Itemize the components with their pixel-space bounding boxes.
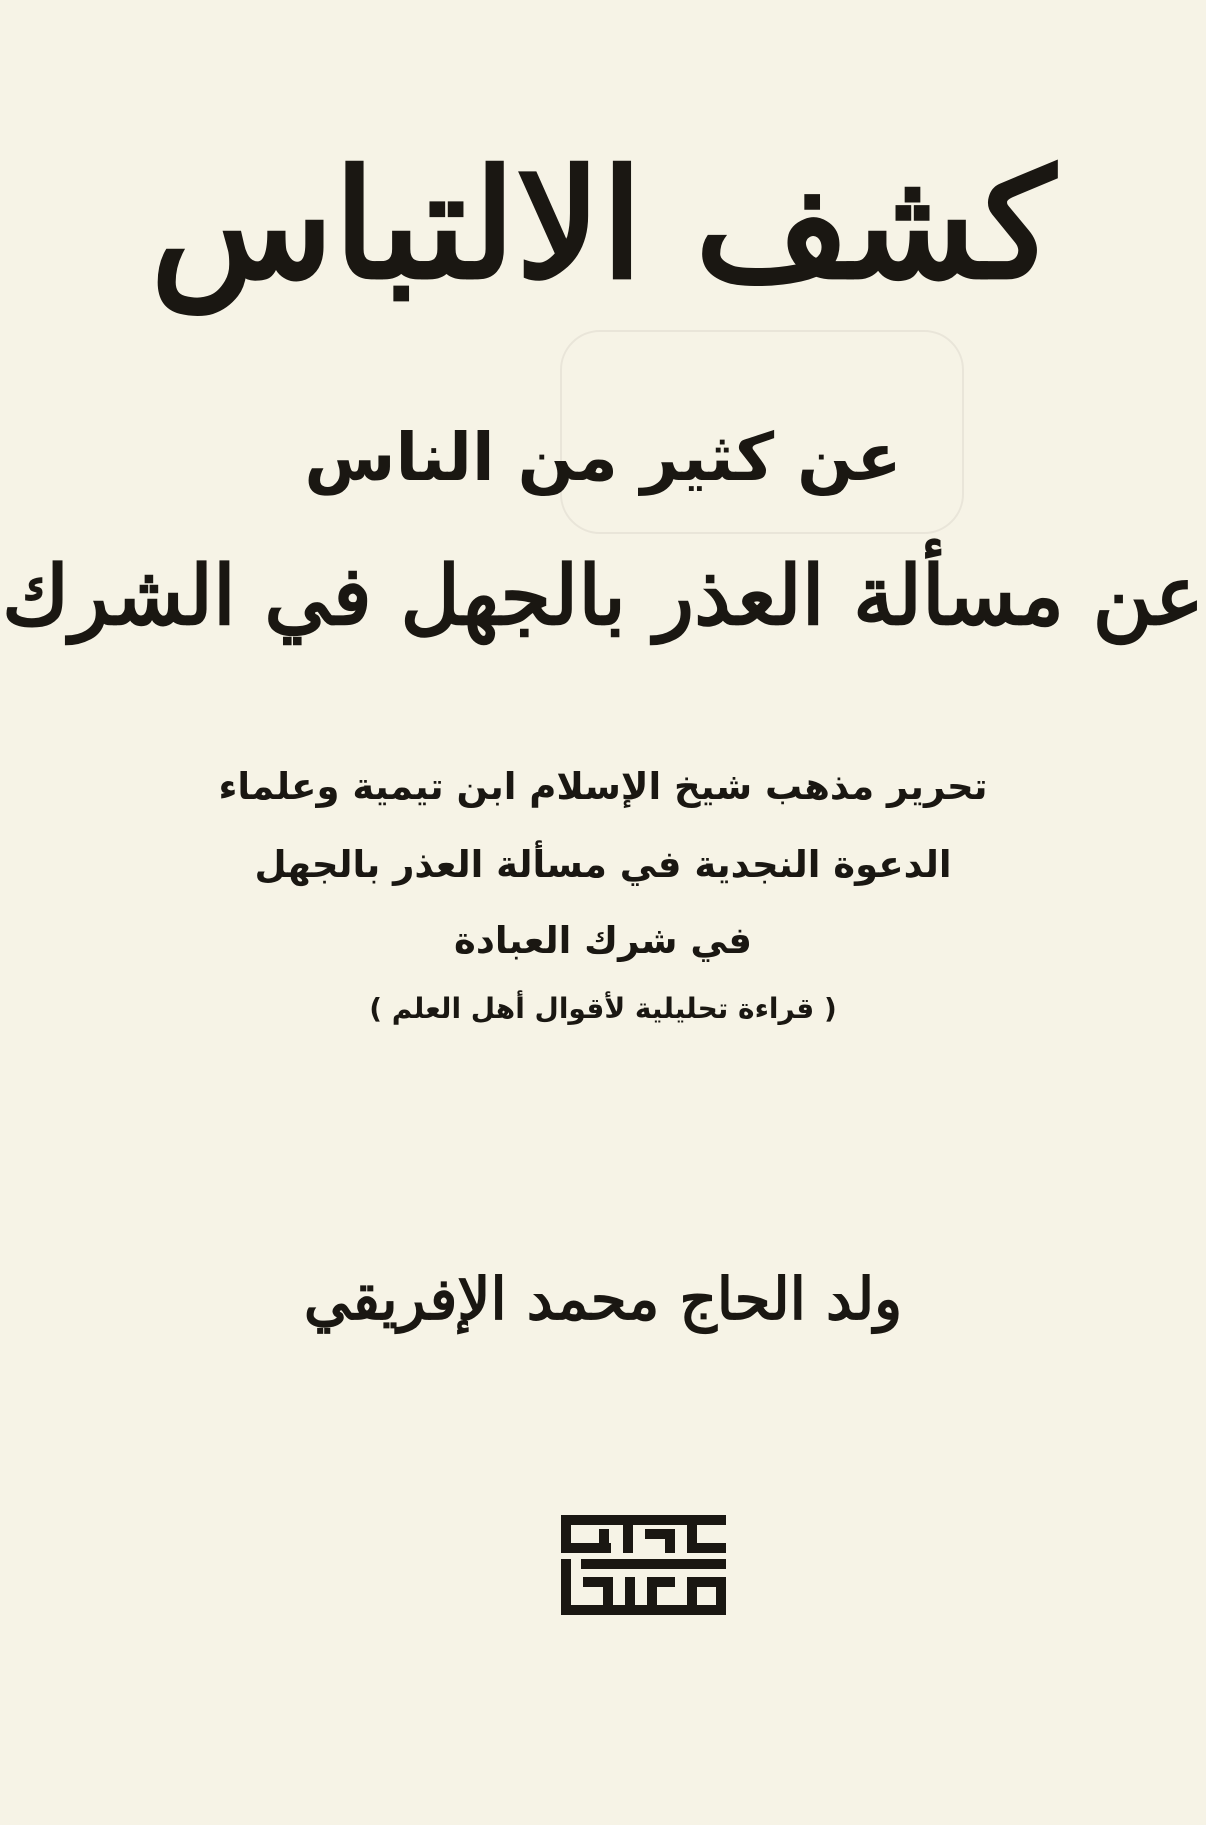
description-line: في شرك العبادة bbox=[453, 919, 753, 962]
subtitle-line-1: عن كثير من الناس bbox=[304, 419, 902, 496]
description-subtitle: ( قراءة تحليلية لأقوال أهل العلم ) bbox=[369, 992, 837, 1025]
main-title: كشف الالتباس bbox=[150, 137, 1056, 313]
description-line: تحرير مذهب شيخ الإسلام ابن تيمية وعلماء bbox=[218, 765, 988, 808]
author-name: ولد الحاج محمد الإفريقي bbox=[303, 1265, 903, 1333]
description-line: الدعوة النجدية في مسألة العذر بالجهل bbox=[254, 843, 952, 886]
publisher-kufic-logo-icon bbox=[561, 1515, 726, 1615]
subtitle-line-2: عن مسألة العذر بالجهل في الشرك bbox=[2, 548, 1204, 644]
